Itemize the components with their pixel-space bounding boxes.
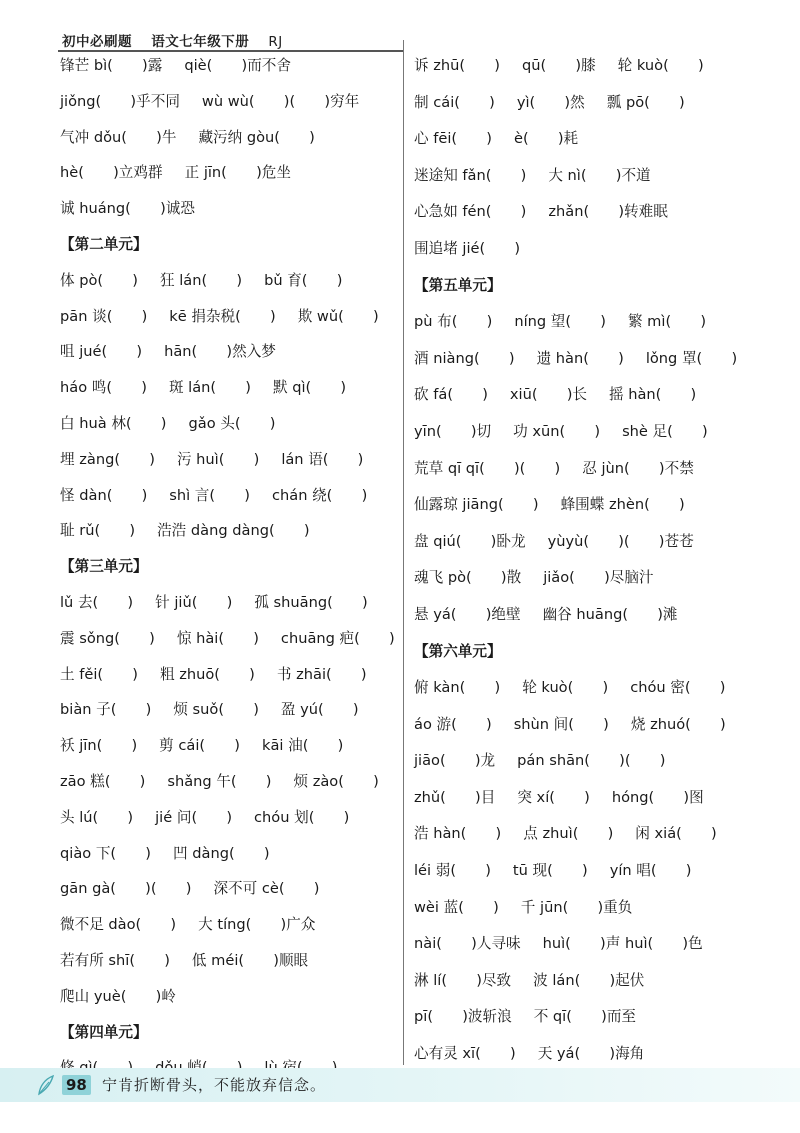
fill-in-item: xiū( )长 [509, 386, 587, 404]
fill-in-item: chóu 划( ) [254, 808, 350, 826]
exercise-row [414, 743, 759, 780]
fill-in-item: 孤 shuāng( ) [254, 593, 368, 611]
fill-in-item: shì 言( ) [169, 486, 250, 504]
fill-in-item: 污 huì( ) [176, 450, 260, 468]
fill-in-item: jiǒng( )乎不同 [60, 92, 180, 110]
fill-in-item: 淋 lí( )尽致 [414, 971, 512, 989]
exercise-row [60, 263, 400, 299]
fill-in-item: 砍 fá( ) [414, 386, 488, 404]
exercise-row [60, 442, 400, 478]
exercise-row [414, 85, 759, 122]
fill-in-item: 烦 suǒ( ) [173, 701, 259, 719]
fill-in-item: 藏污纳 gòu( ) [198, 128, 315, 146]
fill-in-item: 点 zhuì( ) [523, 825, 614, 843]
fill-in-item: è( )耗 [513, 130, 579, 148]
fill-in-item: 粗 zhuō( ) [159, 665, 255, 683]
fill-in-item: léi 弱( ) [414, 862, 491, 880]
fill-in-item: wù wù( )( )穷年 [201, 92, 360, 110]
exercise-row [60, 155, 400, 191]
fill-in-item: 幽谷 huāng( )滩 [542, 605, 678, 623]
fill-in-item: chóu 密( ) [630, 679, 726, 697]
fill-in-item: 怪 dàn( ) [60, 486, 148, 504]
fill-in-item: hān( )然入梦 [164, 343, 276, 361]
unit-heading: 【第二单元】 [60, 235, 148, 253]
fill-in-item: 波 lán( )起伏 [533, 971, 645, 989]
exercise-row [60, 692, 400, 728]
exercise-row [414, 341, 759, 378]
fill-in-item: 天 yá( )海角 [537, 1045, 645, 1063]
fill-in-item: hóng( )图 [611, 788, 704, 806]
fill-in-item: 轮 kuò( ) [617, 57, 704, 74]
fill-in-item: níng 望( ) [514, 313, 606, 331]
fill-in-item: pān 谈( ) [60, 307, 148, 325]
fill-in-item: 体 pò( ) [60, 271, 138, 289]
exercise-row [414, 853, 759, 890]
fill-in-item: 浩浩 dàng dàng( ) [157, 522, 310, 540]
fill-in-item: 凹 dàng( ) [173, 844, 270, 862]
fill-in-item: yùyù( )( )苍苍 [547, 532, 694, 550]
fill-in-item: 心急如 fén( ) [414, 203, 527, 221]
fill-in-item: 千 jūn( )重负 [520, 898, 633, 916]
fill-in-item: 盘 qiú( )卧龙 [414, 532, 526, 550]
fill-in-item: 功 xūn( ) [513, 422, 601, 440]
fill-in-item: 繁 mì( ) [627, 313, 707, 331]
exercise-row [414, 670, 759, 707]
fill-in-item: 心 fēi( ) [414, 130, 492, 148]
exercise-row [414, 48, 759, 85]
fill-in-item: 围追堵 jié( ) [414, 239, 521, 257]
fill-in-item: 摇 hàn( ) [609, 386, 697, 404]
fill-in-item: 微不足 dào( ) [60, 916, 177, 934]
exercise-row [60, 764, 400, 800]
exercise-row [414, 926, 759, 963]
fill-in-item: 轮 kuò( ) [522, 679, 609, 697]
footer-motto: 宁肯折断骨头，不能放弃信念。 [102, 1076, 327, 1094]
fill-in-item: 斑 lán( ) [168, 379, 251, 397]
exercise-row [60, 513, 400, 549]
fill-in-item: 震 sǒng( ) [60, 629, 155, 647]
exercise-row [414, 780, 759, 817]
fill-in-item: 不 qī( )而至 [533, 1008, 637, 1026]
fill-in-item: bǔ 育( ) [264, 271, 343, 289]
fill-in-item: 烦 zào( ) [293, 772, 379, 790]
right-column [414, 48, 759, 1073]
fill-in-item: wèi 蓝( ) [414, 898, 499, 916]
fill-in-item: 制 cái( ) [414, 93, 495, 111]
exercise-row [60, 728, 400, 764]
fill-in-item: tū 现( ) [512, 862, 588, 880]
exercise-row [414, 377, 759, 414]
fill-in-item: 大 tíng( )广众 [198, 916, 316, 934]
fill-in-item: kāi 油( ) [262, 737, 344, 755]
unit-heading: 【第六单元】 [414, 642, 502, 660]
fill-in-item: 诚 huáng( )诚恐 [60, 200, 195, 218]
fill-in-item: 欺 wǔ( ) [297, 307, 379, 325]
exercise-row [414, 304, 759, 341]
exercise-row [414, 121, 759, 158]
exercise-row [60, 871, 400, 907]
fill-in-item: 盈 yú( ) [280, 701, 359, 719]
fill-in-item: jiǎo( )尽脑汁 [543, 569, 654, 587]
book-title: 初中必刷题 [62, 34, 132, 50]
exercise-row [60, 406, 400, 442]
fill-in-item: 剪 cái( ) [159, 737, 241, 755]
fill-in-item: 正 jīn( )危坐 [184, 164, 291, 182]
fill-in-item: 埋 zàng( ) [60, 450, 155, 468]
exercise-row [414, 597, 759, 634]
exercise-row [414, 524, 759, 561]
exercise-row [414, 560, 759, 597]
fill-in-item: 瓢 pō( ) [606, 93, 685, 111]
fill-in-item: kē 捐杂税( ) [169, 307, 276, 325]
fill-in-item: 俯 kàn( ) [414, 679, 501, 697]
fill-in-item: chuāng 疤( ) [280, 629, 395, 647]
fill-in-item: 遗 hàn( ) [536, 349, 624, 367]
exercise-row [60, 478, 400, 514]
exercise-row [60, 621, 400, 657]
fill-in-item: shè 足( ) [622, 422, 708, 440]
fill-in-item: 低 méi( )顺眼 [191, 951, 309, 969]
fill-in-item: 深不可 cè( ) [213, 880, 320, 898]
fill-in-item: 惊 hài( ) [176, 629, 259, 647]
fill-in-item: yīn( )切 [414, 422, 492, 440]
fill-in-item: lǔ 去( ) [60, 593, 134, 611]
unit-heading: 【第三单元】 [60, 558, 148, 576]
fill-in-item: pī( )波斩浪 [414, 1008, 512, 1026]
fill-in-item: 闲 xiá( ) [635, 825, 717, 843]
fill-in-item: biàn 子( ) [60, 701, 152, 719]
fill-in-item: 诉 zhū( ) [414, 57, 500, 74]
exercise-row [414, 487, 759, 524]
exercise-row [60, 299, 400, 335]
fill-in-item: zhǔ( )目 [414, 788, 496, 806]
fill-in-item: 心有灵 xī( ) [414, 1045, 516, 1063]
fill-in-item: pán shān( )( ) [517, 752, 666, 770]
fill-in-item: zāo 糕( ) [60, 772, 146, 790]
fill-in-item: 耻 rǔ( ) [60, 522, 136, 540]
page-number: 98 [62, 1075, 91, 1095]
fill-in-item: 咀 jué( ) [60, 343, 143, 361]
exercise-row [414, 158, 759, 195]
fill-in-item: zhǎn( )转难眠 [548, 203, 668, 221]
exercise-row [60, 979, 400, 1015]
fill-in-item: qiào 下( ) [60, 844, 151, 862]
fill-in-item: 迷途知 fǎn( ) [414, 166, 527, 184]
fill-in-item: 若有所 shī( ) [60, 951, 170, 969]
fill-in-item: 荒草 qī qī( )( ) [414, 459, 561, 477]
fill-in-item: lán 语( ) [281, 450, 364, 468]
fill-in-item: 浩 hàn( ) [414, 825, 502, 843]
fill-in-item: pù 布( ) [414, 313, 493, 331]
fill-in-item: 土 fěi( ) [60, 665, 138, 683]
fill-in-item: 蜂围蝶 zhèn( ) [560, 496, 685, 514]
fill-in-item: chán 绕( ) [271, 486, 368, 504]
fill-in-item: 悬 yá( )绝壁 [414, 605, 521, 623]
fill-in-item: 酒 niàng( ) [414, 349, 515, 367]
exercise-row [60, 836, 400, 872]
exercise-row [414, 707, 759, 744]
fill-in-item: 魂飞 pò( )散 [414, 569, 522, 587]
exercise-row [414, 451, 759, 488]
subject-title: 语文七年级下册 [151, 34, 250, 50]
fill-in-item: 爬山 yuè( )岭 [60, 987, 176, 1005]
leaf-icon [36, 1074, 56, 1096]
fill-in-item: lǒng 罩( ) [645, 349, 738, 367]
fill-in-item: 书 zhāi( ) [276, 665, 367, 683]
fill-in-item: shùn 间( ) [513, 715, 609, 733]
exercise-row [60, 370, 400, 406]
fill-in-item: gǎo 头( ) [188, 414, 276, 432]
fill-in-item: 气冲 dǒu( )牛 [60, 128, 177, 146]
edition-code: RJ [268, 34, 283, 50]
unit-heading: 【第四单元】 [60, 1023, 148, 1041]
exercise-row [414, 194, 759, 231]
left-column [60, 48, 400, 1086]
fill-in-item: nài( )人寻味 [414, 935, 521, 953]
fill-in-item: 忍 jùn( )不禁 [582, 459, 694, 477]
exercise-row [60, 657, 400, 693]
fill-in-item: yín 唱( ) [609, 862, 692, 880]
fill-in-item: qiè( )而不舍 [184, 57, 291, 74]
fill-in-item: 头 lú( ) [60, 808, 134, 826]
fill-in-item: 针 jiǔ( ) [155, 593, 233, 611]
fill-in-item: 狂 lán( ) [160, 271, 243, 289]
fill-in-item: hè( )立鸡群 [60, 164, 163, 182]
exercise-row [414, 816, 759, 853]
fill-in-item: háo 鸣( ) [60, 379, 147, 397]
exercise-row [60, 191, 400, 227]
fill-in-item: áo 游( ) [414, 715, 492, 733]
exercise-row [414, 231, 759, 268]
exercise-row [60, 120, 400, 156]
fill-in-item: gān gà( )( ) [60, 880, 192, 898]
exercise-row [60, 48, 400, 84]
exercise-row [60, 800, 400, 836]
exercise-row [414, 963, 759, 1000]
fill-in-item: 锋芒 bì( )露 [60, 57, 163, 74]
fill-in-item: 烧 zhuó( ) [630, 715, 726, 733]
exercise-row [60, 907, 400, 943]
exercise-row [414, 414, 759, 451]
exercise-row [60, 334, 400, 370]
page-badge [36, 1072, 92, 1098]
fill-in-item: shǎng 午( ) [167, 772, 272, 790]
running-header [62, 30, 297, 50]
exercise-row [414, 999, 759, 1036]
fill-in-item: 仙露琼 jiāng( ) [414, 496, 539, 514]
fill-in-item: 袄 jīn( ) [60, 737, 138, 755]
fill-in-item: huì( )声 huì( )色 [542, 935, 703, 953]
fill-in-item: qū( )膝 [521, 57, 596, 74]
fill-in-item: yì( )然 [516, 93, 585, 111]
fill-in-item: 白 huà 林( ) [60, 414, 167, 432]
exercise-row [60, 84, 400, 120]
unit-heading: 【第五单元】 [414, 276, 502, 294]
fill-in-item: 突 xí( ) [517, 788, 590, 806]
fill-in-item: 默 qì( ) [273, 379, 347, 397]
exercise-row [60, 943, 400, 979]
column-divider [403, 40, 404, 1065]
fill-in-item: 大 nì( )不道 [548, 166, 651, 184]
exercise-row [414, 890, 759, 927]
fill-in-item: jiāo( )龙 [414, 752, 496, 770]
exercise-row [60, 585, 400, 621]
fill-in-item: jié 问( ) [155, 808, 233, 826]
